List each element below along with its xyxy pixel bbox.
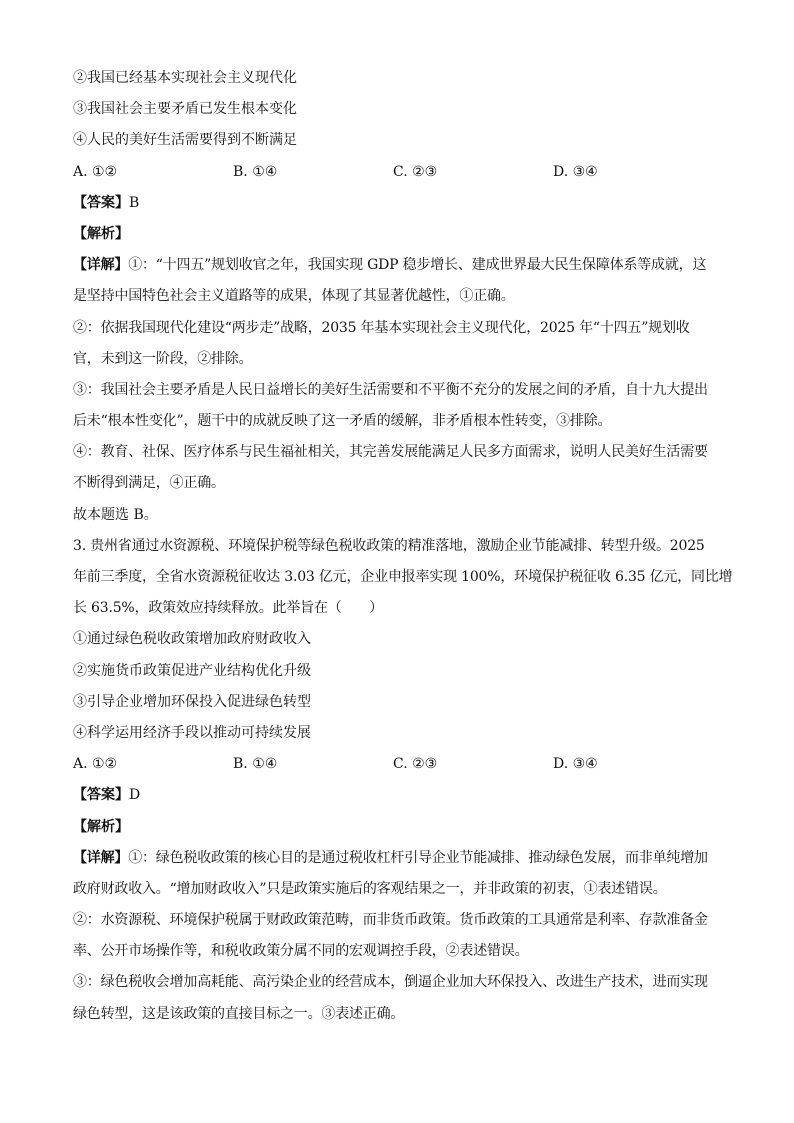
q3-statement-4: ④科学运用经济手段以推动可持续发展	[73, 724, 311, 741]
option-a: A. ①②	[73, 163, 118, 180]
statement-2: ②我国已经基本实现社会主义现代化	[73, 70, 297, 86]
question-3-stem: 长 63.5%，政策效应持续释放。此举旨在（ ）	[73, 600, 383, 617]
option-c: C. ②③	[393, 163, 438, 180]
q3-analysis-heading	[73, 812, 723, 843]
detail-label: 【详解】	[73, 257, 129, 274]
q3-detail-line: ②：水资源税、环境保护税属于财政政策范畴，而非货币政策。货币政策的工具通常是利率、存款准备金	[73, 912, 708, 929]
q3-option-b: B. ①④	[233, 756, 278, 773]
q3-detail-label: 【详解】	[73, 849, 129, 866]
q3-statement-1: ①通过绿色税收政策增加政府财政收入	[73, 631, 311, 648]
q3-statement-2: ②实施货币政策促进产业结构优化升级	[73, 662, 311, 679]
q3-detail-line: ③：绿色税收会增加高耗能、高污染企业的经营成本，倒逼企业加大环保投入、改进生产技术，进而实现	[73, 974, 708, 991]
question-3-stem: 年前三季度，全省水资源税征收达 3.03 亿元，企业申报率实现 100%，环境保护税征收 6.35 亿元，同比增	[73, 569, 733, 585]
option-b: B. ①④	[233, 163, 278, 180]
detail-line: ②：依据我国现代化建设“两步走”战略，2035 年基本实现社会主义现代化，2025 年“十四五”规划收	[73, 319, 690, 336]
option-d: D. ③④	[553, 163, 598, 180]
q3-option-c: C. ②③	[393, 756, 438, 773]
detail-line: 官，未到这一阶段，②排除。	[73, 350, 253, 367]
statement-4: ④人民的美好生活需要得到不断满足	[73, 132, 297, 149]
analysis-heading	[73, 219, 723, 250]
conclusion-line: 故本题选 B。	[73, 506, 158, 523]
answer-label: 【答案】	[73, 194, 129, 211]
q3-analysis-label: 【解析】	[73, 818, 129, 835]
q3-detail-line: 率、公开市场操作等，和税收政策分属不同的宏观调控手段，②表述错误。	[73, 943, 529, 960]
detail-line: 不断得到满足，④正确。	[73, 475, 225, 492]
detail-text: ①：“十四五”规划收官之年，我国实现 GDP 稳步增长、建成世界最大民生保障体系等成就，这	[128, 257, 707, 274]
detail-line	[73, 250, 723, 281]
q3-answer-line	[73, 780, 723, 811]
detail-line: ③：我国社会主要矛盾是人民日益增长的美好生活需要和不平衡不充分的发展之间的矛盾，自十九大提出	[73, 381, 708, 398]
answer-line	[73, 188, 723, 219]
q3-answer-label: 【答案】	[73, 787, 129, 804]
q3-detail-text: ①：绿色税收政策的核心目的是通过税收杠杆引导企业节能减排、推动绿色发展，而非单纯增加	[128, 849, 708, 866]
q3-statement-3: ③引导企业增加环保投入促进绿色转型	[73, 693, 311, 710]
q3-option-d: D. ③④	[553, 756, 598, 773]
q3-options-row	[73, 749, 723, 780]
answer-value: B	[129, 194, 140, 211]
q3-answer-value: D	[129, 787, 141, 804]
analysis-label: 【解析】	[73, 225, 129, 242]
page-content	[73, 63, 733, 1030]
options-row	[73, 157, 723, 188]
q3-detail-line: 绿色转型，这是该政策的直接目标之一。③表述正确。	[73, 1005, 405, 1022]
detail-line: ④：教育、社保、医疗体系与民生福祉相关，其完善发展能满足人民多方面需求，说明人民美好生活需要	[73, 444, 708, 461]
question-3-stem: 3. 贵州省通过水资源税、环境保护税等绿色税收政策的精准落地，激励企业节能减排、转型升级。2025	[73, 537, 705, 554]
detail-line: 是坚持中国特色社会主义道路等的成果，体现了其显著优越性，①正确。	[73, 288, 515, 305]
q3-detail-line	[73, 843, 723, 874]
detail-line: 后未“根本性变化”，题干中的成就反映了这一矛盾的缓解，非矛盾根本性转变，③排除。	[73, 413, 612, 430]
statement-3: ③我国社会主要矛盾已发生根本变化	[73, 101, 297, 118]
q3-option-a: A. ①②	[73, 756, 118, 773]
q3-detail-line: 政府财政收入。“增加财政收入”只是政策实施后的客观结果之一，并非政策的初衷，①表述错误。	[73, 880, 667, 897]
